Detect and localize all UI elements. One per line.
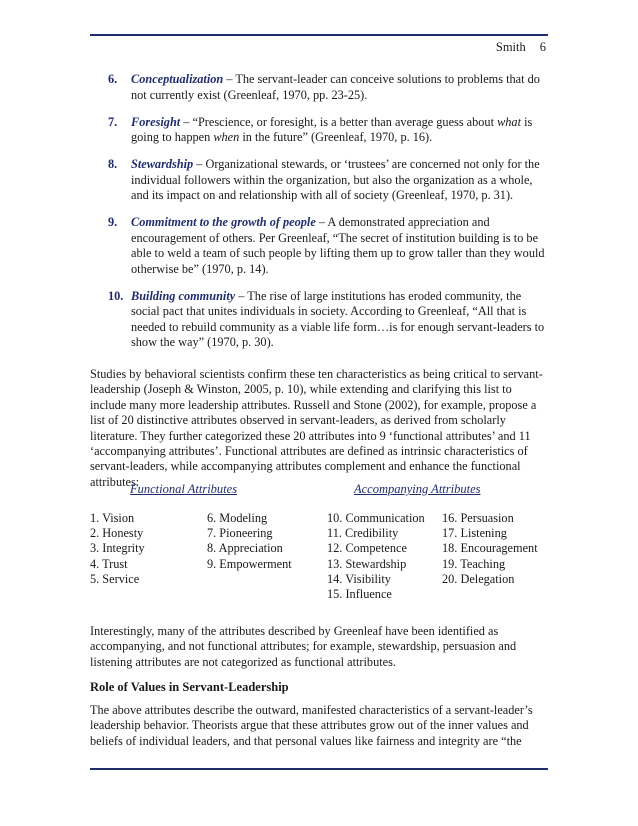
page-number: 6 [539,40,546,54]
list-item [108,289,548,351]
item-emphasis: when [213,130,240,144]
attribute-item: 4. Trust [90,556,128,571]
page-header [496,40,546,55]
attribute-item: 18. Encouragement [442,541,538,556]
attribute-item: 15. Influence [327,587,392,602]
item-text: is going to happen [131,114,533,144]
accompanying-column-1 [327,511,425,602]
item-number: 10. [108,288,124,303]
attribute-item: 1. Vision [90,511,135,525]
attribute-item: 17. Listening [442,526,507,541]
attribute-item: 11. Credibility [327,526,399,541]
attribute-item: 2. Honesty [90,526,144,541]
item-text: – A demonstrated appreciation and encouragement of others. Per Greenleaf, “The secret of institution building is to be able to weld a team of such people by lifting them up to grow taller than they would otherwise be” (1970, p. 14). [131,215,545,276]
item-text: in the future” (Greenleaf, 1970, p. 16). [239,130,433,144]
accompanying-attributes-heading: Accompanying Attributes [354,482,481,496]
item-number: 8. [108,157,118,171]
attribute-item: 12. Competence [327,541,407,556]
item-text: – The servant-leader can conceive solutions to problems that do not currently exist (Greenleaf, 1970, pp. 23-25). [131,72,540,102]
item-number: 7. [108,114,118,129]
characteristics-list [108,72,548,362]
attribute-item: 13. Stewardship [327,556,407,571]
item-emphasis: what [497,114,521,129]
attribute-item: 10. Communication [327,511,425,525]
author-name: Smith [495,40,526,54]
item-number: 9. [108,215,118,229]
list-item [108,157,548,204]
attribute-item: 16. Persuasion [442,511,514,525]
functional-attributes-heading: Functional Attributes [130,482,238,496]
item-term: Foresight [131,114,181,129]
functional-column-1 [90,511,145,587]
attribute-item: 6. Modeling [207,511,268,525]
attribute-item: 8. Appreciation [207,541,283,556]
item-term: Building community [131,288,236,303]
attribute-item: 7. Pioneering [207,526,273,541]
item-number: 6. [108,72,118,86]
header-rule [90,34,548,36]
list-item [108,215,548,277]
section-heading: Role of Values in Servant-Leadership [90,680,289,694]
item-text: – Organizational stewards, or ‘trustees’ are concerned not only for the individual followers within the organization, but also the organization as a whole, and its impact on and relationship with all of society (Greenleaf, 1970, p. 31). [131,157,540,202]
attribute-item: 3. Integrity [90,541,145,556]
accompanying-column-2 [442,511,538,587]
attribute-item: 5. Service [90,571,140,586]
item-text: – “Prescience, or foresight, is a better than average guess about [180,114,498,129]
attribute-item: 9. Empowerment [207,556,292,571]
item-term: Commitment to the growth of people [131,215,316,229]
attribute-item: 20. Delegation [442,571,515,586]
item-term: Conceptualization [131,72,224,86]
footer-rule [90,768,548,770]
item-text: – The rise of large institutions has eroded community, the social pact that unites individuals in society. According to Greenleaf, “All that is needed to rebuild community as a viable life form…is for enough servant-leaders to show the way” (1970, p. 30). [131,288,545,349]
list-item [108,72,548,103]
body-paragraph: Interestingly, many of the attributes described by Greenleaf have been identified as accompanying, and not functional attributes; for example, stewardship, persuasion and listening attributes are not categorized as functional attributes. [90,624,517,669]
attribute-item: 19. Teaching [442,556,506,571]
body-paragraph: Studies by behavioral scientists confirm these ten characteristics as being critical to servant-leadership (Joseph & Winston, 2005, p. 10), while extending and clarifying this list to include many more leadership attributes. Russell and Stone (2002), for example, propose a list of 20 distinctive attributes observed in servant-leaders, as derived from scholarly literature. They further categorized these 20 attributes into 9 ‘functional attributes’ and 11 ‘accompanying attributes’. Functional attributes are defined as intrinsic characteristics of servant-leaders, while accompanying attributes complement and enhance the functional attributes: [90,367,543,489]
item-term: Stewardship [131,157,194,171]
body-paragraph: The above attributes describe the outward, manifested characteristics of a servant-leader’s leadership behavior. Theorists argue that these attributes grow out of the inner values and beliefs of individual leaders, and that personal values like fairness and integrity are “the [90,703,533,748]
functional-column-2 [207,511,292,572]
attribute-item: 14. Visibility [327,571,391,586]
list-item [108,115,548,146]
